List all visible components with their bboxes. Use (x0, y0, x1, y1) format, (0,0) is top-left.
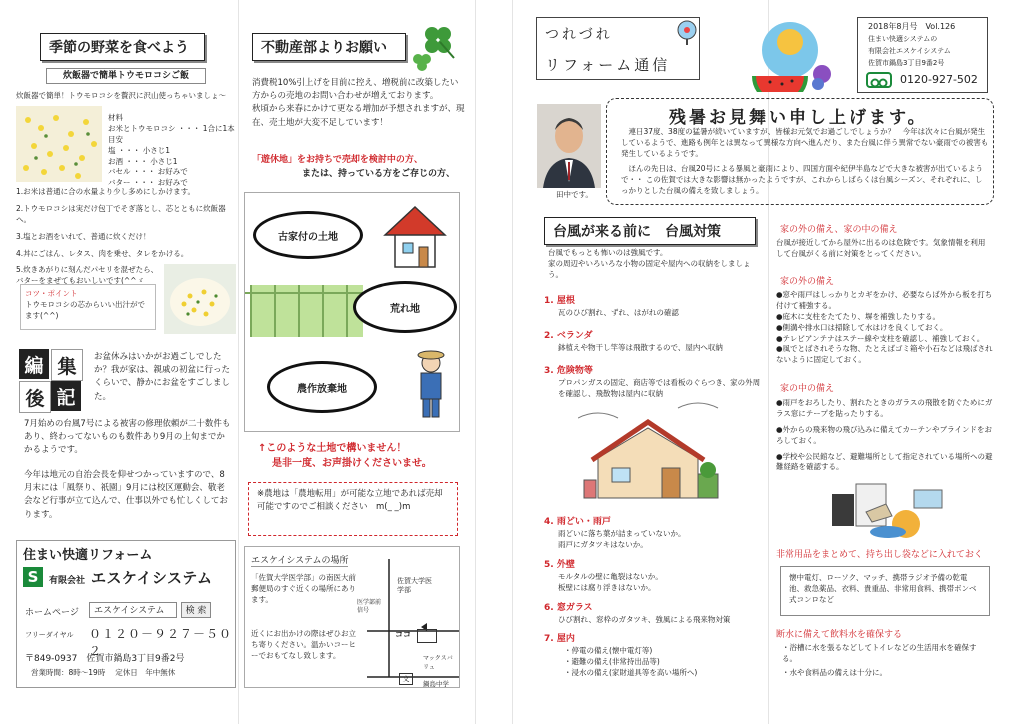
recipe-step: 4.丼にごはん、レタス、肉を乗せ、タレをかける。 (16, 248, 189, 258)
typhoon-item-head: 7. 屋内 (544, 634, 575, 645)
logo-name: エスケイシステム (91, 569, 213, 587)
location-visit: 近くにお出かけの際はぜひお立ち寄りください。温かいコーヒーでおもてなし致します。 (251, 629, 356, 660)
outside-item: ●窓や雨戸はしっかりとカギをかけ、必要ならば外から板を打ち付けて補強する。 (776, 290, 993, 310)
recipe-step: 1.お米は普通に合の水量より少し多めにしかけます。 (16, 187, 196, 196)
greeting-paragraph-1: 連日37度、38度の猛暑が続いていますが、皆様お元気でお過ごしでしょうか？ 今年は次々に台風が発生しているようで、進路も例年とは異なって異様な方向へ進んだり、また台風に伴う異常でない豪雨での被害も発生しているようです。 (621, 127, 989, 158)
water-item: ・浴槽に水を張るなどしてトイレなどの生活用水を確保する。 (782, 643, 977, 663)
corn-rice-bowl-photo (164, 264, 236, 334)
typhoon-items-b (544, 514, 766, 679)
map-marker-icon (417, 629, 437, 643)
fan-icon (674, 19, 700, 45)
editor-paragraph-1: 7月始めの台風7号による被害の修理依頼が二十数件もあり、終わってないものも数件あり9月の上旬までかかるようです。 (24, 419, 231, 456)
homepage-label: ホームページ (25, 608, 79, 618)
logo-prefix: 有限会社 (49, 576, 86, 586)
emergency-box: 懐中電灯、ローソク、マッチ、携帯ラジオ予備の乾電池、救急薬品、衣料、貴重品、非常用食料、携帯ボンベ式コンロなど (780, 566, 990, 616)
recipe-step: 3.塩とお酒をいれて、普通に炊くだけ！ (16, 231, 151, 241)
ingredient-line: 塩 ・・・ 小さじ1 (108, 145, 171, 155)
corn-rice-photo (16, 106, 102, 182)
land-type-old-house: 古家付の土地 (253, 211, 363, 259)
inside-title: 家の中の備え (780, 384, 835, 394)
realestate-cta (258, 441, 432, 471)
outside-item: ●庭木に支柱をたてたり、塀を補強したりする。 (776, 311, 941, 321)
editor-kanji-2: 集 (51, 349, 83, 381)
realestate-body: 消費税10%引上げを目前に控え、増税前に改築したい方からの売地のお問い合わせが増えております。 秋頃から来春にかけて更なる増加が予想されますが、現在、売土地が大変不足しています！ (252, 78, 465, 128)
typhoon-item-head: 4. 雨どい・雨戸 (544, 517, 611, 527)
outside-item: ●側溝や排水口は掃除して水はけを良くしておく。 (776, 322, 948, 332)
outside-item: ●テレビアンテナはステー線や支柱を確認し、補強しておく。 (776, 333, 985, 343)
inside-item: ●外からの飛来物の飛び込みに備えてカーテンやブラインドをおろしておく。 (776, 424, 992, 445)
land-type-abandoned-farm: 農作放棄地 (267, 361, 377, 413)
farmland-note: ※農地は「農地転用」が可能な立地であれば売却可能ですのでご相談ください m(_ _)m (248, 482, 458, 536)
editor-greeting: お盆休みはいかがお過ごしでしたか？我が家は、親戚の初盆に行ったくらいで、静かにお盆をすごしました。 (94, 352, 231, 402)
staff-photo (537, 104, 601, 188)
company-logo-icon: S (23, 567, 43, 587)
search-box[interactable]: エスケイシステム (89, 602, 177, 618)
outside-list (776, 290, 994, 366)
realestate-call-line1: 「遊休地」をお持ちで売却を検討中の方、 (252, 155, 423, 165)
map-label-school: 鍋島中学 (423, 680, 449, 688)
recipe-step: 5.炊きあがりに刻んだパセリを混ぜたら、バターをまぜてもおいしいです(^^ゞ (16, 265, 159, 286)
typhoon-item-body: ・停電の備え(懐中電灯等) ・避難の備え(非常持出品等) ・浸水の備え(家財道具等を高い場所へ) (564, 646, 698, 678)
outside-item: ●風でとばされそうな物、たとえばゴミ箱や小石などは飛ばされないように固定しておく。 (776, 344, 993, 365)
company-tagline: 住まい快適リフォーム (23, 548, 153, 563)
typhoon-item-body: プロパンガスの固定、商店等では看板のぐらつき、家の外周を確認し、飛散物は屋内に収納 (558, 377, 761, 398)
ingredient-line: バセル ・・・ お好みで (108, 167, 188, 177)
editor-kanji-4: 記 (51, 381, 81, 411)
typhoon-item-head: 2. ベランダ (544, 330, 593, 341)
map-label-here: ココ (395, 630, 411, 639)
typhoon-house-illustration (578, 398, 728, 506)
water-list (782, 643, 986, 679)
inside-list (776, 398, 994, 473)
veg-subtitle: 炊飯器で簡単トウモロコシご飯 (46, 68, 206, 84)
company-address: 〒849-0937 佐賀市鍋島3丁目9番2号 (25, 654, 185, 664)
typhoon-intro: 台風でもっとも怖いのは強風です。 家の周辺やいろいろな小物の固定や屋内への収納をしましょう。 (548, 248, 751, 279)
realestate-call (252, 153, 466, 182)
typhoon-item-body: 鉢植えや物干し竿等は飛散するので、屋内へ収納 (558, 342, 723, 352)
greeting-title: 残暑お見舞い申し上げます。 (669, 108, 928, 128)
issue-info (857, 17, 988, 93)
realestate-cta-line2: 是非一度、お声掛けくださいませ。 (272, 458, 432, 469)
land-illustration (244, 192, 460, 432)
realestate-title: 不動産部よりお願い (252, 33, 406, 61)
masthead-address: 佐賀市鍋島3丁目9番2号 (868, 59, 945, 67)
location-title: エスケイシステムの場所 (251, 553, 348, 567)
typhoon-item-head: 3. 危険物等 (544, 365, 593, 376)
ingredient-line: お酒 ・・・ 小さじ1 (108, 156, 178, 166)
land-type-wasteland: 荒れ地 (353, 281, 457, 333)
map-label-maxvalu: マックスバリュ (423, 655, 453, 671)
summer-illustration (748, 18, 838, 92)
typhoon-item-head: 6. 窓ガラス (544, 602, 593, 613)
masthead-line2: リフォーム通信 (545, 56, 671, 74)
company-card (16, 540, 236, 688)
typhoon-items-a (544, 293, 766, 400)
freedial-label: フリーダイヤル (25, 631, 74, 639)
greeting-box (606, 98, 994, 205)
issue-number: 2018年8月号 Vol.126 (868, 22, 956, 31)
emergency-supplies-illustration (826, 470, 952, 542)
ingredient-line: バター ・・・ お好みで (108, 178, 188, 188)
tip-title: コツ・ポイント (25, 289, 78, 298)
location-desc: 「佐賀大学医学部」の南医大前郵便局のすぐ近くの場所にあります。 (251, 573, 356, 604)
editor-paragraph-2: 今年は地元の自治会長を仰せつかっていますので、8月末には「風祭り、祇園」9月には校区運動会、敬老会など行事が立て込んで、仕事以外でも忙しくしております。 (24, 470, 228, 520)
realestate-cta-line1: ↑このような土地で構いません！ (258, 443, 407, 454)
veg-title: 季節の野菜を食べよう (40, 33, 205, 61)
typhoon-item-body: モルタルの壁に亀裂はないか。 板壁には腐り浮きはないか。 (558, 571, 663, 592)
freedial-number: ０１２０－９２７－５０２ (89, 627, 233, 658)
inside-item: ●雨戸をおろしたり、割れたときのガラスの飛散を防ぐためにガラス窓にテープを貼ったりする。 (776, 398, 993, 418)
editor-kanji-3: 後 (19, 381, 51, 413)
ingredients (108, 113, 236, 189)
company-small: 住まい快適システムの (868, 35, 938, 43)
masthead-phone: 0120-927-502 (900, 73, 978, 86)
realestate-call-line2: または、持っている方をご存じの方、 (302, 169, 456, 180)
map-label-signal: 医学部前信号 (357, 599, 382, 614)
emergency-title: 非常用品をまとめて、持ち出し袋などに入れておく (776, 550, 983, 560)
typhoon-title: 台風が来る前に 台風対策 (544, 217, 756, 245)
school-icon: 文 (399, 673, 413, 685)
tip-box (20, 284, 156, 330)
typhoon-item-body: 雨どいに落ち葉が詰まっていないか。 雨戸にガタツキはないか。 (558, 529, 686, 549)
veg-intro: 炊飯器で簡単！トウモロコシを贅沢に沢山使っちゃいましょ～ (16, 91, 226, 100)
outside-title: 家の外の備え (780, 277, 835, 287)
ingredients-title: 材料 (108, 113, 123, 122)
typhoon-item-body: ひび割れ、窓枠のガタツキ、強風による飛来物対策 (558, 614, 731, 624)
tip-text: トウモロコシの芯からいい出汁がでます(^^) (25, 299, 145, 320)
typhoon-item-head: 1. 屋根 (544, 296, 575, 306)
greeting-paragraph-2: ほんの先日は、台風20号による暴風と豪雨により、四国方面や紀伊半島などで大きな被害が出ているようで・・ この佐賀では大きな影響は無かったようですが、これからしばらくは台風シーズン、それぞれに、しっかりとした台風の備えを致しましょう。 (621, 164, 984, 195)
during-title: 家の外の備え、家の中の備え (780, 225, 898, 235)
masthead-line1: つれづれ (545, 27, 613, 43)
company-hours: 営業時間：8時～19時 定休日 年中無休 (31, 668, 176, 677)
location-box (244, 546, 460, 688)
editor-kanji-1: 編 (19, 349, 49, 379)
typhoon-item-head: 5. 外壁 (544, 559, 575, 570)
inside-item: ●学校や公民館など、避難場所として指定されている場所への避難経路を確認する。 (776, 451, 993, 472)
during-intro: 台風が接近してから屋外に出るのは危険です。気象情報を利用して台風がくる前に対策をとってください。 (776, 238, 986, 258)
freedial-icon (866, 72, 892, 88)
water-item: ・水や食料品の備えは十分に。 (782, 667, 887, 677)
typhoon-item-body: 瓦のひび割れ、ずれ、はがれの確認 (558, 308, 679, 317)
map-label-university: 佐賀大学医学部 (397, 577, 432, 595)
masthead-company: 有限会社エスケイシステム (868, 47, 951, 55)
clover-small-icon (410, 52, 434, 72)
water-title: 断水に備えて飲料水を確保する (776, 630, 903, 640)
ingredient-line: お米とトウモロコシ ・・・ 1合に1本目安 (108, 123, 235, 144)
recipe-step: 2.トウモロコシは実だけ包丁でそぎ落とし、芯とともに炊飯器へ。 (16, 203, 226, 224)
staff-caption: 田中です。 (556, 190, 593, 199)
search-button[interactable]: 検 索 (181, 602, 211, 618)
